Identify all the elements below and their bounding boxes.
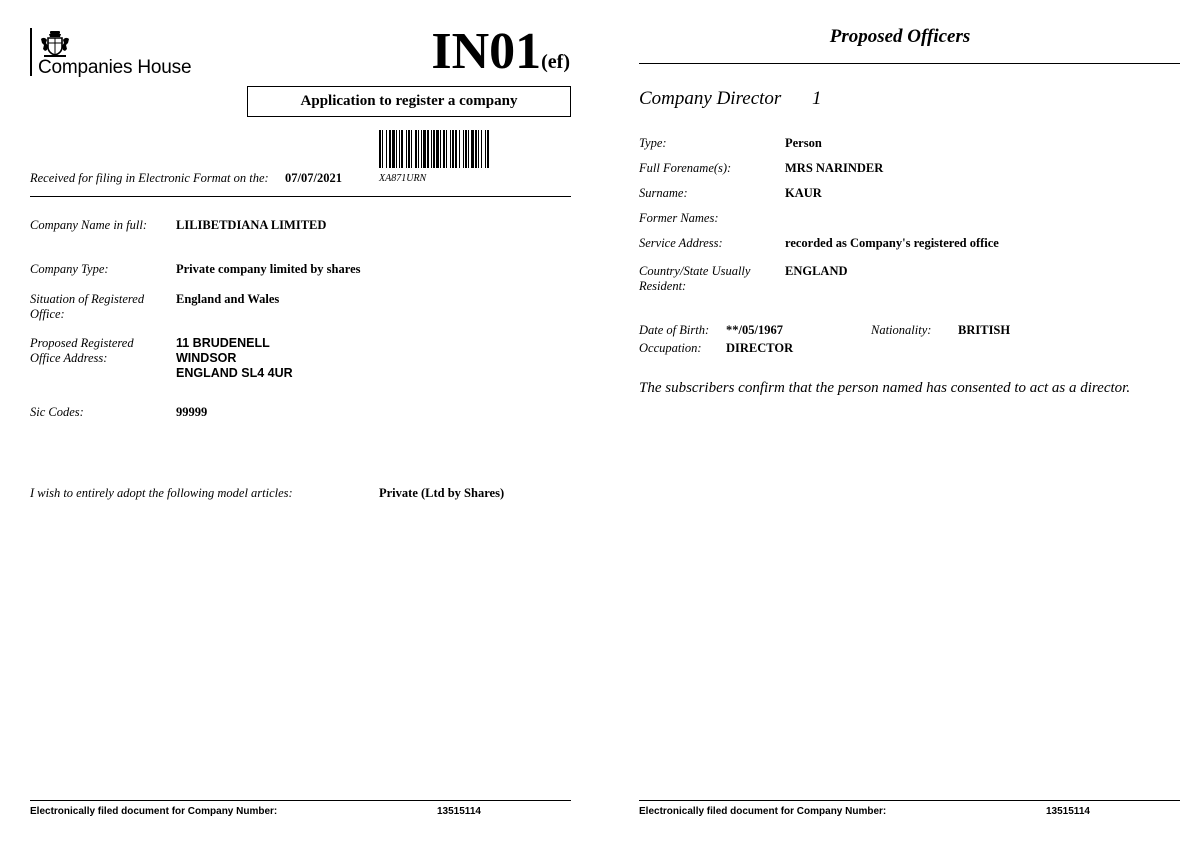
office-address-line2: WINDSOR: [176, 351, 237, 365]
dob-label: Date of Birth:: [639, 323, 710, 337]
logo-text: Companies House: [38, 57, 192, 78]
situation-label: Situation of Registered Office:: [30, 292, 145, 321]
company-type-value: Private company limited by shares: [176, 262, 361, 276]
director-heading: Company Director: [639, 88, 782, 109]
footer-rule: [30, 800, 571, 801]
sic-codes-label: Sic Codes:: [30, 405, 84, 419]
form-code-suffix: (ef): [541, 51, 570, 73]
country-value: ENGLAND: [785, 264, 848, 278]
service-address-value: recorded as Company's registered office: [785, 236, 999, 250]
right-page: [600, 0, 1200, 851]
company-name-value: LILIBETDIANA LIMITED: [176, 218, 327, 232]
forenames-label: Full Forename(s):: [639, 161, 732, 175]
footer-company-number-right: 13515114: [1046, 806, 1090, 817]
company-type-label: Company Type:: [30, 262, 109, 276]
nationality-value: BRITISH: [958, 323, 1011, 337]
footer-company-number: 13515114: [437, 806, 481, 817]
nationality-label: Nationality:: [871, 323, 932, 337]
office-address-line3: ENGLAND SL4 4UR: [176, 366, 293, 380]
director-number: 1: [812, 88, 822, 109]
type-label: Type:: [639, 136, 667, 150]
footer-label-right: Electronically filed document for Company Number:: [639, 806, 887, 817]
company-name-label: Company Name in full:: [30, 218, 148, 232]
form-code: [431, 24, 570, 90]
proposed-officers-title: Proposed Officers: [829, 26, 971, 47]
occupation-value: DIRECTOR: [726, 341, 794, 355]
surname-value: KAUR: [785, 186, 822, 200]
royal-crest-icon: [38, 30, 72, 58]
forenames-value: MRS NARINDER: [785, 161, 884, 175]
model-articles-label: I wish to entirely adopt the following model articles:: [30, 486, 293, 500]
barcode-reference: XA871URN: [379, 173, 427, 184]
form-code-main: IN01: [431, 23, 542, 80]
received-label: Received for filing in Electronic Format on the:: [30, 171, 269, 185]
barcode: [379, 130, 570, 168]
model-articles-value: Private (Ltd by Shares): [379, 486, 505, 500]
former-names-label: Former Names:: [639, 211, 719, 225]
situation-value: England and Wales: [176, 292, 280, 306]
header-rule: [30, 196, 571, 197]
footer-rule-right: [639, 800, 1180, 801]
consent-statement: The subscribers confirm that the person named has consented to act as a director.: [639, 380, 1131, 396]
application-title: Application to register a company: [247, 86, 571, 117]
type-value: Person: [785, 136, 822, 150]
office-address-line1: 11 BRUDENELL: [176, 336, 270, 350]
dob-value: **/05/1967: [726, 323, 783, 337]
office-address-label: Proposed Registered Office Address:: [30, 336, 134, 365]
country-label: Country/State Usually Resident:: [639, 264, 751, 293]
title-rule: [639, 63, 1180, 64]
occupation-label: Occupation:: [639, 341, 702, 355]
surname-label: Surname:: [639, 186, 688, 200]
sic-codes-value: 99999: [176, 405, 208, 419]
companies-house-logo: [30, 28, 230, 80]
service-address-label: Service Address:: [639, 236, 723, 250]
logo-divider: [30, 28, 32, 76]
footer-label: Electronically filed document for Company Number:: [30, 806, 278, 817]
received-date: 07/07/2021: [285, 171, 342, 185]
